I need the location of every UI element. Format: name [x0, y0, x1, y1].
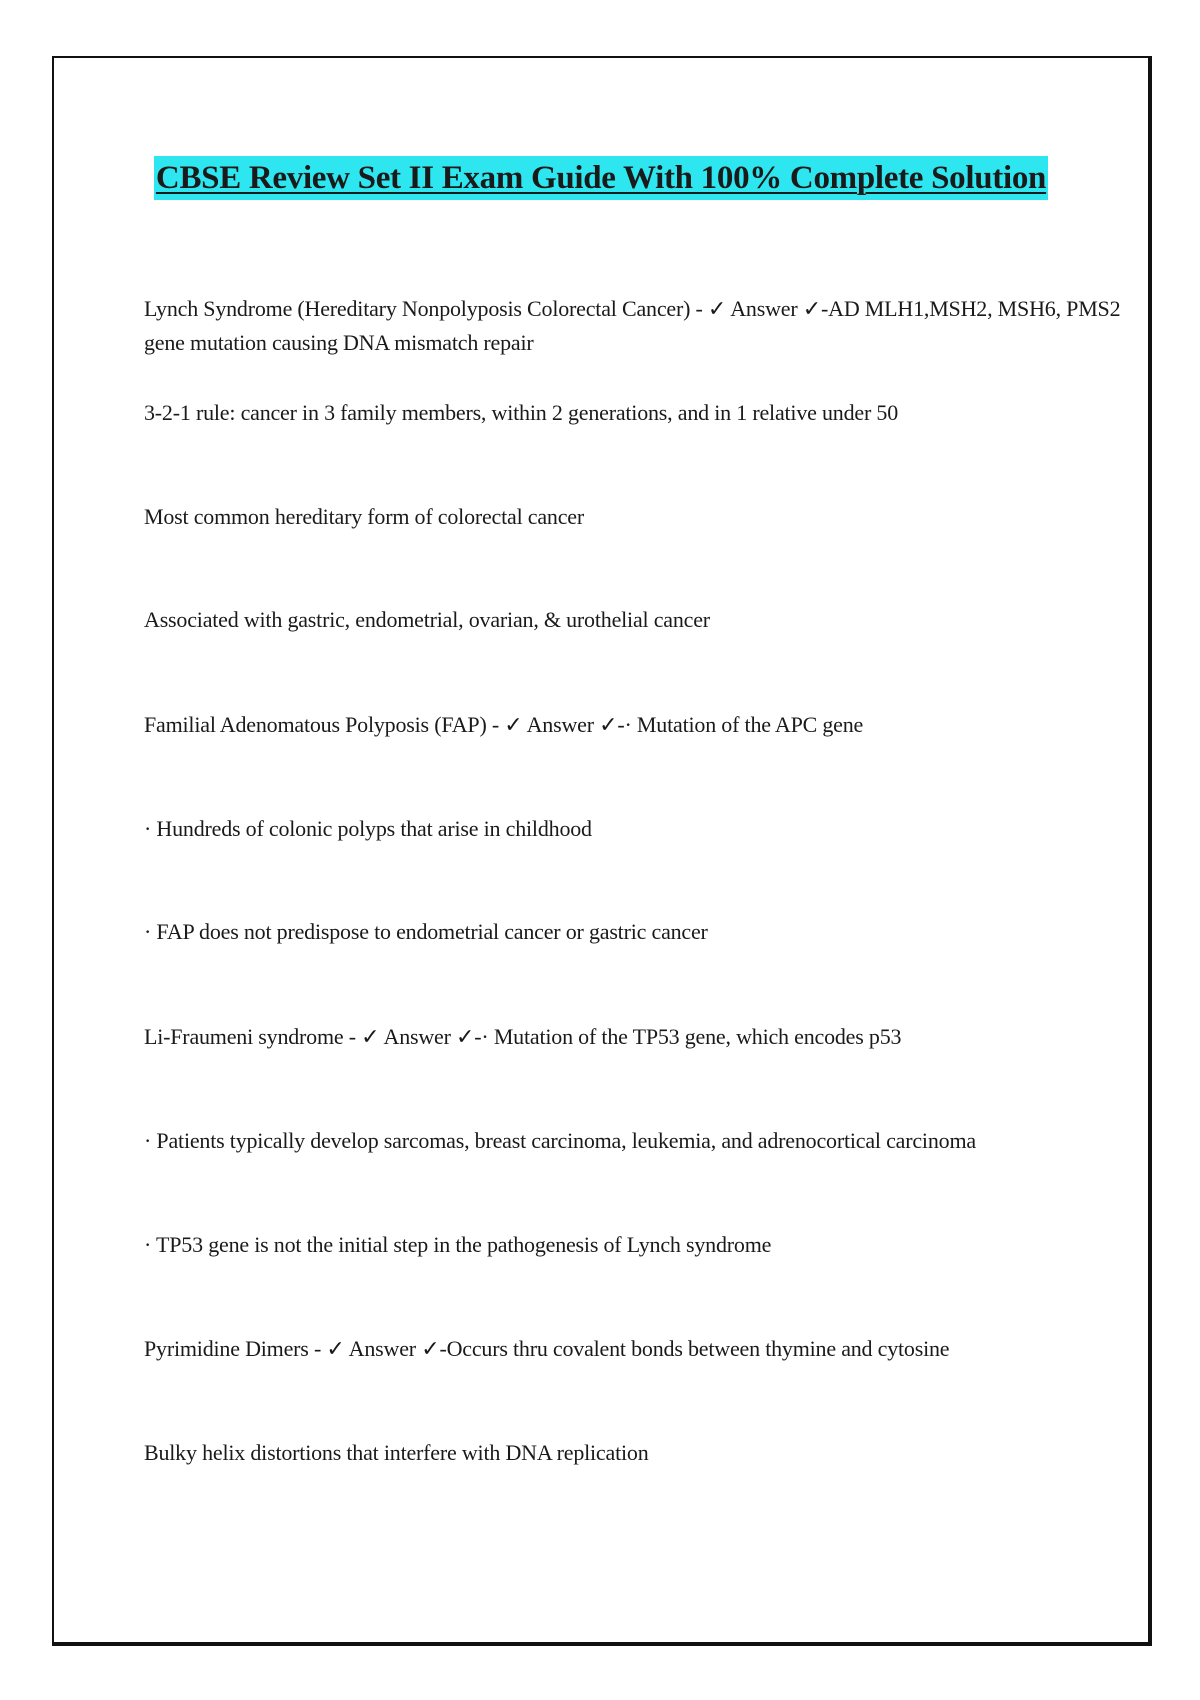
- entry-pyrimidine-dimers: Pyrimidine Dimers - ✓ Answer ✓-Occurs thru covalent bonds between thymine and cytosine: [144, 1336, 950, 1361]
- entry-3-2-1-rule: 3-2-1 rule: cancer in 3 family members, within 2 generations, and in 1 relative under 50: [144, 400, 898, 425]
- entry-bulky-helix: Bulky helix distortions that interfere with DNA replication: [144, 1440, 649, 1465]
- entry-li-fraumeni-patients: · Patients typically develop sarcomas, breast carcinoma, leukemia, and adrenocortical carcinoma: [144, 1128, 976, 1153]
- entry-associated-cancers: Associated with gastric, endometrial, ovarian, & urothelial cancer: [144, 607, 710, 632]
- document-title: CBSE Review Set II Exam Guide With 100% Complete Solution: [154, 156, 1048, 200]
- entry-most-common: Most common hereditary form of colorectal cancer: [144, 504, 584, 529]
- entry-lynch-syndrome: Lynch Syndrome (Hereditary Nonpolyposis Colorectal Cancer) - ✓ Answer ✓-AD MLH1,MSH2, MSH6, PMS2 gene mutation causing DNA mismatch repair: [144, 296, 1121, 355]
- document-page: [52, 56, 1152, 1646]
- title-container: [54, 156, 1148, 200]
- entry-li-fraumeni: Li-Fraumeni syndrome - ✓ Answer ✓-· Mutation of the TP53 gene, which encodes p53: [144, 1024, 902, 1049]
- entry-tp53-lynch: · TP53 gene is not the initial step in the pathogenesis of Lynch syndrome: [144, 1232, 772, 1257]
- entry-fap-no-predispose: · FAP does not predispose to endometrial cancer or gastric cancer: [144, 919, 708, 944]
- entry-fap-polyps: · Hundreds of colonic polyps that arise in childhood: [144, 816, 592, 841]
- entry-fap: Familial Adenomatous Polyposis (FAP) - ✓ Answer ✓-· Mutation of the APC gene: [144, 712, 864, 737]
